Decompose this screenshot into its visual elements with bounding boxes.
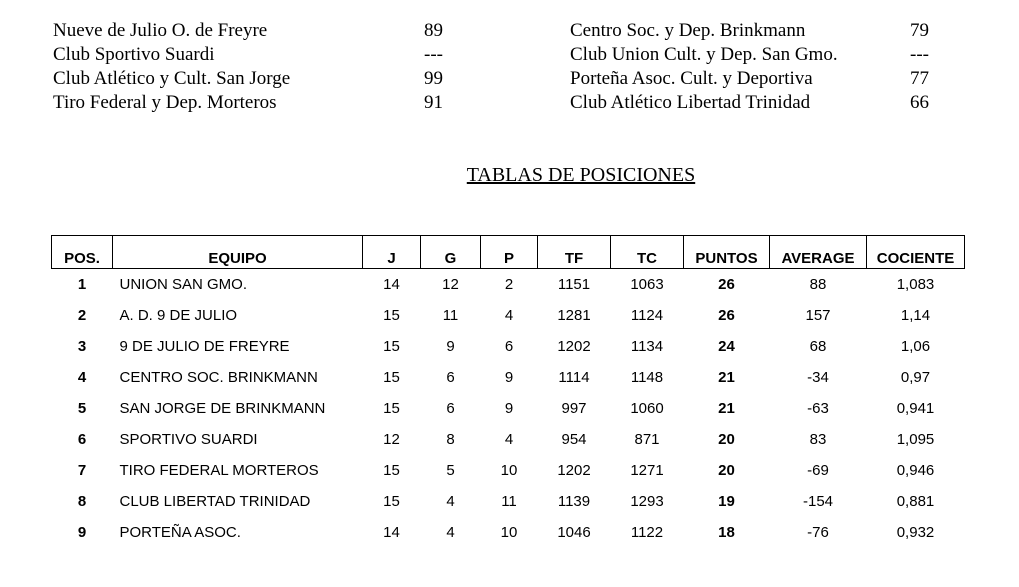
cell-pos: 3 bbox=[77, 338, 87, 355]
table-row bbox=[52, 300, 965, 331]
cell-p: 11 bbox=[501, 493, 517, 510]
cell-j: 15 bbox=[383, 307, 400, 324]
cell-cociente: 1,083 bbox=[896, 276, 935, 293]
cell-p: 9 bbox=[504, 400, 514, 417]
results-right bbox=[570, 19, 970, 115]
cell-cociente: 0,97 bbox=[900, 369, 931, 386]
cell-p: 10 bbox=[500, 462, 518, 479]
cell-puntos: 24 bbox=[718, 338, 735, 355]
result-row bbox=[53, 67, 473, 91]
result-row bbox=[570, 91, 970, 115]
cell-tc: 1134 bbox=[630, 338, 664, 355]
cell-average: -34 bbox=[807, 369, 829, 386]
result-team: Club Atlético y Cult. San Jorge bbox=[53, 68, 291, 89]
cell-average: -76 bbox=[807, 524, 829, 541]
header-pos: POS. bbox=[52, 236, 113, 269]
header-cociente: COCIENTE bbox=[867, 236, 965, 269]
cell-equipo: SAN JORGE DE BRINKMANN bbox=[119, 400, 326, 417]
cell-puntos: 21 bbox=[718, 400, 735, 417]
cell-tf: 1281 bbox=[557, 307, 591, 324]
cell-j: 14 bbox=[383, 524, 400, 541]
cell-puntos: 18 bbox=[718, 524, 735, 541]
cell-equipo: UNION SAN GMO. bbox=[119, 276, 248, 293]
header-equipo: EQUIPO bbox=[113, 236, 363, 269]
result-team: Club Atlético Libertad Trinidad bbox=[570, 92, 811, 113]
cell-cociente: 1,14 bbox=[900, 307, 931, 324]
cell-equipo: SPORTIVO SUARDI bbox=[119, 431, 258, 448]
section-title: TABLAS DE POSICIONES bbox=[466, 164, 696, 186]
cell-tf: 1151 bbox=[557, 276, 591, 293]
header-average: AVERAGE bbox=[770, 236, 867, 269]
result-score: --- bbox=[424, 44, 443, 65]
cell-equipo: PORTEÑA ASOC. bbox=[119, 524, 241, 541]
cell-puntos: 26 bbox=[718, 276, 735, 293]
result-score: --- bbox=[910, 44, 929, 65]
table-row bbox=[52, 362, 965, 393]
cell-tf: 1202 bbox=[557, 462, 591, 479]
cell-cociente: 0,941 bbox=[896, 400, 935, 417]
table-row bbox=[52, 517, 965, 548]
cell-equipo: CLUB LIBERTAD TRINIDAD bbox=[119, 493, 311, 510]
cell-pos: 2 bbox=[77, 307, 87, 324]
result-score: 79 bbox=[910, 20, 929, 41]
result-score: 89 bbox=[424, 20, 443, 41]
table-row bbox=[52, 331, 965, 362]
table-row bbox=[52, 486, 965, 517]
cell-cociente: 0,946 bbox=[896, 462, 935, 479]
result-row bbox=[570, 67, 970, 91]
cell-cociente: 1,095 bbox=[896, 431, 935, 448]
cell-g: 5 bbox=[446, 462, 455, 479]
cell-puntos: 20 bbox=[718, 462, 735, 479]
result-team: Nueve de Julio O. de Freyre bbox=[53, 20, 268, 41]
cell-g: 4 bbox=[446, 493, 455, 510]
cell-g: 6 bbox=[446, 369, 455, 386]
cell-equipo: TIRO FEDERAL MORTEROS bbox=[119, 462, 319, 479]
cell-p: 4 bbox=[504, 431, 514, 448]
table-row bbox=[52, 269, 965, 301]
cell-g: 9 bbox=[446, 338, 455, 355]
cell-average: 157 bbox=[805, 307, 831, 324]
cell-p: 2 bbox=[504, 276, 514, 293]
cell-g: 12 bbox=[442, 276, 459, 293]
cell-tf: 1046 bbox=[557, 524, 591, 541]
table-row bbox=[52, 424, 965, 455]
result-score: 99 bbox=[424, 68, 443, 89]
cell-average: 83 bbox=[809, 431, 827, 448]
results-left bbox=[53, 19, 473, 115]
cell-pos: 6 bbox=[77, 431, 87, 448]
cell-tc: 1060 bbox=[630, 400, 664, 417]
header-tf: TF bbox=[538, 236, 611, 269]
cell-equipo: CENTRO SOC. BRINKMANN bbox=[119, 369, 318, 386]
cell-tc: 1122 bbox=[630, 524, 664, 541]
result-row bbox=[53, 19, 473, 43]
cell-pos: 4 bbox=[77, 369, 87, 386]
result-score: 91 bbox=[424, 92, 443, 113]
cell-j: 15 bbox=[383, 338, 400, 355]
cell-j: 12 bbox=[383, 431, 400, 448]
cell-pos: 7 bbox=[77, 462, 87, 479]
cell-tc: 1063 bbox=[630, 276, 664, 293]
cell-p: 10 bbox=[500, 524, 518, 541]
result-team: Porteña Asoc. Cult. y Deportiva bbox=[570, 68, 813, 89]
cell-cociente: 0,881 bbox=[896, 493, 935, 510]
cell-average: -63 bbox=[807, 400, 829, 417]
result-score: 66 bbox=[910, 92, 929, 113]
cell-p: 4 bbox=[504, 307, 514, 324]
cell-average: 88 bbox=[809, 276, 827, 293]
result-row bbox=[53, 91, 473, 115]
cell-puntos: 19 bbox=[718, 493, 735, 510]
cell-average: 68 bbox=[809, 338, 827, 355]
table-row bbox=[52, 455, 965, 486]
cell-g: 6 bbox=[446, 400, 455, 417]
result-team: Club Union Cult. y Dep. San Gmo. bbox=[570, 44, 838, 65]
header-p: P bbox=[481, 236, 538, 269]
cell-tf: 1139 bbox=[557, 493, 591, 510]
header-g: G bbox=[421, 236, 481, 269]
cell-g: 11 bbox=[442, 307, 459, 324]
cell-p: 9 bbox=[504, 369, 514, 386]
cell-equipo: A. D. 9 DE JULIO bbox=[119, 307, 238, 324]
header-puntos: PUNTOS bbox=[684, 236, 770, 269]
table-row bbox=[52, 393, 965, 424]
header-tc: TC bbox=[611, 236, 684, 269]
cell-puntos: 26 bbox=[718, 307, 735, 324]
cell-tf: 954 bbox=[561, 431, 587, 448]
cell-tf: 1114 bbox=[558, 369, 590, 386]
cell-tc: 1293 bbox=[630, 493, 664, 510]
table-header-row bbox=[52, 236, 965, 269]
cell-average: -154 bbox=[802, 493, 834, 510]
standings-table bbox=[51, 235, 965, 548]
result-row bbox=[53, 43, 473, 67]
result-team: Club Sportivo Suardi bbox=[53, 44, 215, 65]
header-j: J bbox=[363, 236, 421, 269]
cell-tf: 1202 bbox=[557, 338, 591, 355]
result-team: Tiro Federal y Dep. Morteros bbox=[53, 92, 277, 113]
result-score: 77 bbox=[910, 68, 929, 89]
cell-j: 15 bbox=[383, 400, 400, 417]
cell-tc: 871 bbox=[634, 431, 660, 448]
cell-j: 14 bbox=[383, 276, 400, 293]
cell-pos: 1 bbox=[77, 276, 87, 293]
cell-j: 15 bbox=[383, 462, 400, 479]
cell-g: 8 bbox=[446, 431, 455, 448]
result-team: Centro Soc. y Dep. Brinkmann bbox=[570, 20, 806, 41]
cell-tf: 997 bbox=[561, 400, 587, 417]
cell-cociente: 1,06 bbox=[900, 338, 931, 355]
cell-j: 15 bbox=[383, 493, 400, 510]
cell-tc: 1271 bbox=[630, 462, 664, 479]
cell-pos: 8 bbox=[77, 493, 87, 510]
result-row bbox=[570, 19, 970, 43]
result-row bbox=[570, 43, 970, 67]
cell-puntos: 21 bbox=[718, 369, 735, 386]
cell-p: 6 bbox=[504, 338, 514, 355]
cell-j: 15 bbox=[383, 369, 400, 386]
cell-equipo: 9 DE JULIO DE FREYRE bbox=[119, 338, 290, 355]
cell-pos: 9 bbox=[77, 524, 87, 541]
cell-tc: 1148 bbox=[630, 369, 664, 386]
cell-cociente: 0,932 bbox=[896, 524, 935, 541]
cell-tc: 1124 bbox=[630, 307, 664, 324]
cell-pos: 5 bbox=[77, 400, 87, 417]
cell-average: -69 bbox=[807, 462, 829, 479]
cell-g: 4 bbox=[446, 524, 455, 541]
cell-puntos: 20 bbox=[718, 431, 735, 448]
